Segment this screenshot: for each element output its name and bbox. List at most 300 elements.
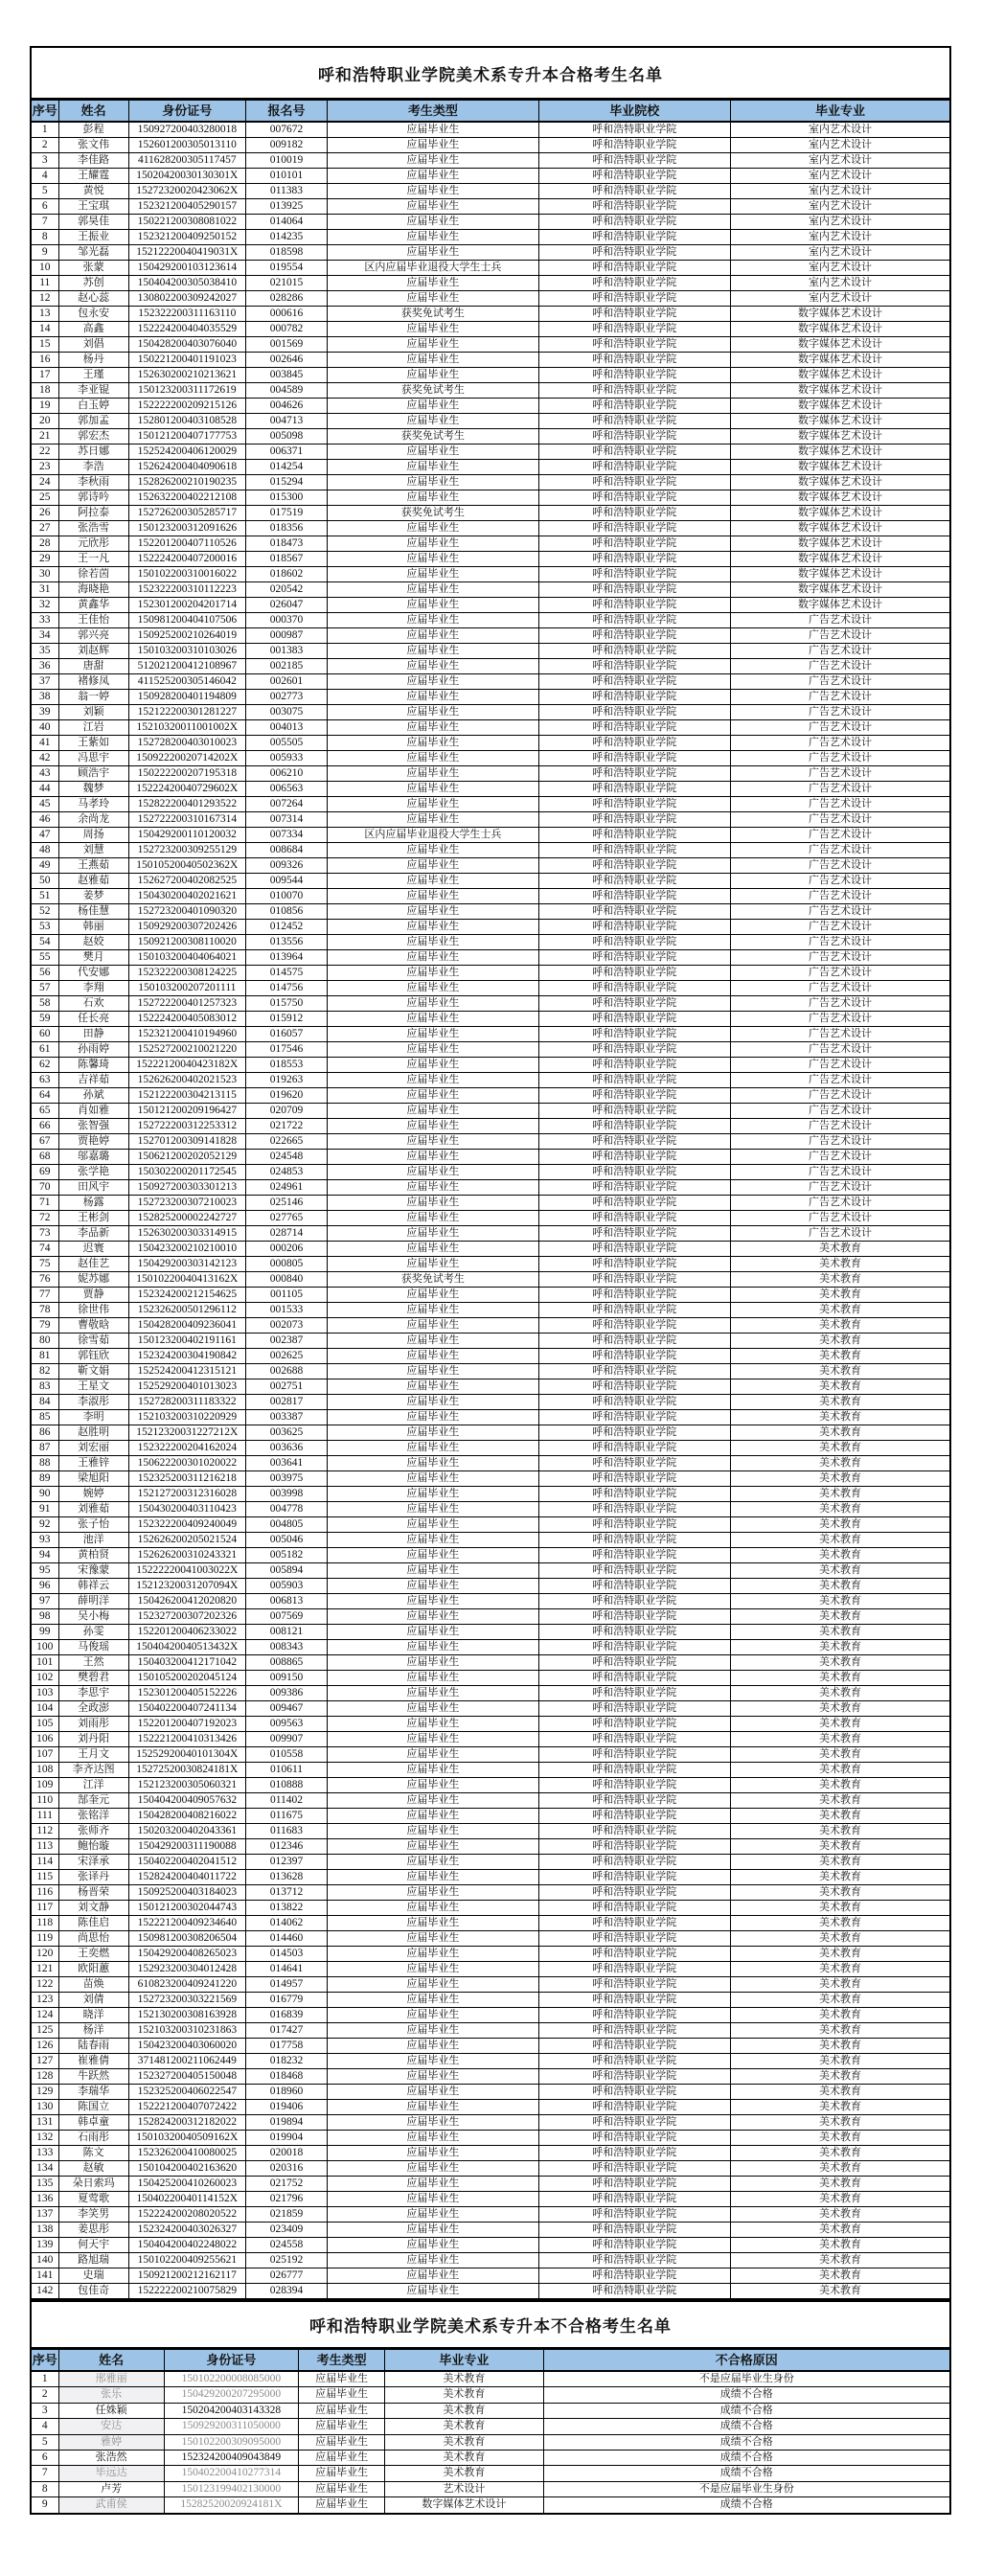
table-cell: 崔雅倩	[58, 2054, 128, 2069]
table-cell: 141	[31, 2268, 58, 2284]
table-cell: 美术教育	[730, 1778, 950, 1793]
table-cell: 138	[31, 2223, 58, 2238]
table-cell: 013822	[245, 1901, 327, 1916]
table-cell: 150104200402163620	[128, 2161, 245, 2177]
table-cell: 美术教育	[730, 2100, 950, 2115]
table-cell: 呼和浩特职业学院	[538, 1533, 730, 1548]
table-row	[31, 307, 950, 322]
table-cell: 应届毕业生	[328, 1885, 538, 1901]
table-cell: 152322200204162024	[128, 1441, 245, 1456]
table-cell: 呼和浩特职业学院	[538, 1855, 730, 1870]
table-cell: 005894	[245, 1563, 327, 1579]
table-row	[31, 2115, 950, 2131]
table-cell: 152327200307202326	[128, 1609, 245, 1625]
table-cell: 郭加孟	[58, 414, 128, 429]
table-row	[31, 536, 950, 552]
table-cell: 55	[31, 950, 58, 966]
table-cell: 呼和浩特职业学院	[538, 2023, 730, 2039]
table-cell: 冯思宇	[58, 751, 128, 766]
table-cell: 15222120040423182X	[128, 1058, 245, 1073]
table-row	[31, 2039, 950, 2054]
table-row	[31, 122, 950, 138]
table-row	[31, 1977, 950, 1993]
table-cell: 广告艺术设计	[730, 1088, 950, 1104]
table-cell: 李翔	[58, 981, 128, 996]
table-cell: 呼和浩特职业学院	[538, 1042, 730, 1058]
table-cell: 应届毕业生	[328, 1947, 538, 1962]
table-cell: 97	[31, 1594, 58, 1609]
table-row	[31, 445, 950, 460]
table-cell: 呼和浩特职业学院	[538, 2177, 730, 2192]
table-cell: 152524200412315121	[128, 1364, 245, 1379]
table-row	[31, 1640, 950, 1655]
table-cell: 应届毕业生	[328, 460, 538, 475]
table-cell: 3	[31, 153, 58, 169]
table-cell: 美术教育	[385, 2371, 543, 2387]
table-cell: 美术教育	[730, 1334, 950, 1349]
table-row	[31, 1165, 950, 1180]
table-row	[31, 2497, 950, 2514]
table-cell: 刘倩	[58, 1993, 128, 2008]
table-row	[31, 1073, 950, 1088]
table-cell: 017519	[245, 506, 327, 521]
table-cell: 应届毕业生	[328, 782, 538, 797]
table-cell: 150622200301020022	[128, 1456, 245, 1471]
table-cell: 027765	[245, 1211, 327, 1226]
table-cell: 呼和浩特职业学院	[538, 1150, 730, 1165]
table-cell: 152324200403026327	[128, 2223, 245, 2238]
table-cell: 137	[31, 2207, 58, 2223]
column-header: 考生类型	[328, 100, 538, 122]
table-cell: 呼和浩特职业学院	[538, 2085, 730, 2100]
column-header: 姓名	[58, 100, 128, 122]
table-cell: 应届毕业生	[328, 475, 538, 490]
table-cell: 152626200402021523	[128, 1073, 245, 1088]
table-cell: 021752	[245, 2177, 327, 2192]
table-cell: 广告艺术设计	[730, 1165, 950, 1180]
table-row	[31, 1594, 950, 1609]
table-cell: 李亚锟	[58, 383, 128, 399]
table-cell: 应届毕业生	[328, 1242, 538, 1257]
table-cell: 美术教育	[730, 1839, 950, 1855]
table-cell: 刘慧	[58, 843, 128, 858]
table-cell: 呼和浩特职业学院	[538, 2069, 730, 2085]
table-cell: 刘宏丽	[58, 1441, 128, 1456]
table-cell: 应届毕业生	[328, 1303, 538, 1318]
table-cell: 010888	[245, 1778, 327, 1793]
table-cell: 魏梦	[58, 782, 128, 797]
table-cell: 应届毕业生	[328, 981, 538, 996]
column-header: 报名号	[245, 100, 327, 122]
table-cell: 应届毕业生	[328, 1609, 538, 1625]
table-row	[31, 1471, 950, 1487]
table-cell: 应届毕业生	[328, 1579, 538, 1594]
table-cell: 76	[31, 1272, 58, 1288]
table-cell: 150403200412171042	[128, 1655, 245, 1671]
table-cell: 应届毕业生	[328, 1042, 538, 1058]
table-cell: 应届毕业生	[328, 674, 538, 690]
table-cell: 数字媒体艺术设计	[730, 598, 950, 613]
table-cell: 应届毕业生	[328, 1793, 538, 1809]
table-cell: 2	[31, 2387, 58, 2403]
table-cell: 应届毕业生	[328, 567, 538, 582]
table-cell: 广告艺术设计	[730, 1058, 950, 1073]
table-cell: 018553	[245, 1058, 327, 1073]
table-cell: 29	[31, 552, 58, 567]
table-cell: 徐雪茹	[58, 1334, 128, 1349]
table-cell: 112	[31, 1824, 58, 1839]
table-row	[31, 2161, 950, 2177]
table-row	[31, 2146, 950, 2161]
table-cell: 014503	[245, 1947, 327, 1962]
table-cell: 应届毕业生	[328, 705, 538, 720]
table-cell: 包佳奇	[58, 2284, 128, 2300]
table-cell: 徐若茵	[58, 567, 128, 582]
table-row	[31, 1042, 950, 1058]
table-cell: 010070	[245, 889, 327, 904]
table-cell: 010558	[245, 1747, 327, 1763]
table-cell: 152630200303314915	[128, 1226, 245, 1242]
qualified-candidates-table	[30, 99, 951, 2300]
table-cell: 呼和浩特职业学院	[538, 1349, 730, 1364]
table-cell: 应届毕业生	[328, 1732, 538, 1747]
table-cell: 002646	[245, 353, 327, 368]
table-cell: 呼和浩特职业学院	[538, 1211, 730, 1226]
table-row	[31, 935, 950, 950]
table-cell: 150921200308110020	[128, 935, 245, 950]
table-cell: 美术教育	[730, 2054, 950, 2069]
table-cell: 杨晋荣	[58, 1885, 128, 1901]
table-cell: 李秋雨	[58, 475, 128, 490]
table-cell: 美术教育	[730, 1349, 950, 1364]
table-cell: 任长亮	[58, 1012, 128, 1027]
table-cell: 区内应届毕业退役大学生士兵	[328, 828, 538, 843]
table-cell: 应届毕业生	[328, 1487, 538, 1502]
table-cell: 120	[31, 1947, 58, 1962]
table-cell: 014254	[245, 460, 327, 475]
table-cell: 152321200410194960	[128, 1027, 245, 1042]
table-row	[31, 1809, 950, 1824]
table-cell: 应届毕业生	[328, 1379, 538, 1395]
table-cell: 刘倡	[58, 337, 128, 353]
table-cell: 21	[31, 429, 58, 445]
table-cell: 应届毕业生	[328, 169, 538, 184]
table-cell: 018960	[245, 2085, 327, 2100]
table-cell: 应届毕业生	[299, 2419, 385, 2434]
table-cell: 152824200312182022	[128, 2115, 245, 2131]
table-cell: 17	[31, 368, 58, 383]
table-cell: 150103200310103026	[128, 644, 245, 659]
table-cell: 樊月	[58, 950, 128, 966]
table-cell: 赵雅茹	[58, 874, 128, 889]
table-cell: 呼和浩特职业学院	[538, 199, 730, 215]
table-row	[31, 1625, 950, 1640]
table-cell: 44	[31, 782, 58, 797]
table-cell: 150302200201172545	[128, 1165, 245, 1180]
table-cell: 002185	[245, 659, 327, 674]
table-row	[31, 322, 950, 337]
table-cell: 李齐达图	[58, 1763, 128, 1778]
table-cell: 呼和浩特职业学院	[538, 2100, 730, 2115]
table-cell: 应届毕业生	[328, 1134, 538, 1150]
table-cell: 应届毕业生	[328, 1625, 538, 1640]
table-row	[31, 981, 950, 996]
table-cell: 113	[31, 1839, 58, 1855]
table-cell: 152324200212154625	[128, 1288, 245, 1303]
table-cell: 美术教育	[730, 2023, 950, 2039]
table-cell: 美术教育	[730, 1379, 950, 1395]
table-cell: 115	[31, 1870, 58, 1885]
table-cell: 000840	[245, 1272, 327, 1288]
table-cell: 152224200405083012	[128, 1012, 245, 1027]
table-cell: 42	[31, 751, 58, 766]
table-cell: 000206	[245, 1242, 327, 1257]
table-row	[31, 812, 950, 828]
table-cell: 024853	[245, 1165, 327, 1180]
table-cell: 15010220040413162X	[128, 1272, 245, 1288]
table-cell: 呼和浩特职业学院	[538, 1471, 730, 1487]
table-cell: 150402200410277314	[164, 2466, 298, 2481]
table-cell: 116	[31, 1885, 58, 1901]
table-cell: 152626200205021524	[128, 1533, 245, 1548]
table-cell: 应届毕业生	[328, 2100, 538, 2115]
table-row	[31, 153, 950, 169]
table-cell: 15010520040502362X	[128, 858, 245, 874]
table-row	[31, 1257, 950, 1272]
table-cell: 002601	[245, 674, 327, 690]
table-cell: 韩丽	[58, 920, 128, 935]
table-cell: 152221200409234640	[128, 1916, 245, 1931]
table-cell: 呼和浩特职业学院	[538, 1717, 730, 1732]
table-cell: 呼和浩特职业学院	[538, 1073, 730, 1088]
table-row	[31, 1150, 950, 1165]
table-cell: 008684	[245, 843, 327, 858]
table-cell: 应届毕业生	[328, 2054, 538, 2069]
table-cell: 呼和浩特职业学院	[538, 1456, 730, 1471]
table-cell: 武甫侯	[58, 2497, 164, 2514]
table-cell: 呼和浩特职业学院	[538, 475, 730, 490]
table-cell: 美术教育	[730, 2115, 950, 2131]
table-cell: 018473	[245, 536, 327, 552]
table-cell: 应届毕业生	[328, 1150, 538, 1165]
table-cell: 应届毕业生	[328, 291, 538, 307]
table-row	[31, 950, 950, 966]
table-cell: 美术教育	[730, 1855, 950, 1870]
table-cell: 成绩不合格	[543, 2419, 950, 2434]
table-cell: 呼和浩特职业学院	[538, 1318, 730, 1334]
table-cell: 18	[31, 383, 58, 399]
table-cell: 34	[31, 628, 58, 644]
table-row	[31, 1533, 950, 1548]
table-cell: 026777	[245, 2268, 327, 2284]
table-row	[31, 1303, 950, 1318]
table-cell: 王月文	[58, 1747, 128, 1763]
table-row	[31, 276, 950, 291]
table-cell: 024548	[245, 1150, 327, 1165]
table-cell: 成绩不合格	[543, 2403, 950, 2418]
table-cell: 美术教育	[385, 2419, 543, 2434]
table-cell: 应届毕业生	[328, 889, 538, 904]
table-cell: 陈国立	[58, 2100, 128, 2115]
table-cell: 张译丹	[58, 1870, 128, 1885]
table-cell: 广告艺术设计	[730, 720, 950, 736]
table-cell: 应届毕业生	[299, 2371, 385, 2387]
table-cell: 025146	[245, 1196, 327, 1211]
table-cell: 邢雅丽	[58, 2371, 164, 2387]
table-row	[31, 628, 950, 644]
table-cell: 雅婷	[58, 2434, 164, 2450]
table-row	[31, 1211, 950, 1226]
table-cell: 唐甜	[58, 659, 128, 674]
table-cell: 000370	[245, 613, 327, 628]
table-cell: 应届毕业生	[328, 1563, 538, 1579]
table-cell: 015912	[245, 1012, 327, 1027]
table-cell: 应届毕业生	[328, 1088, 538, 1104]
table-cell: 应届毕业生	[328, 690, 538, 705]
table-cell: 美术教育	[730, 1763, 950, 1778]
table-row	[31, 1793, 950, 1809]
table-cell: 美术教育	[730, 1916, 950, 1931]
table-cell: 47	[31, 828, 58, 843]
table-cell: 广告艺术设计	[730, 782, 950, 797]
table-cell: 应届毕业生	[328, 2023, 538, 2039]
table-cell: 周扬	[58, 828, 128, 843]
table-cell: 刘丹阳	[58, 1732, 128, 1747]
table-cell: 数字媒体艺术设计	[730, 490, 950, 506]
table-cell: 应届毕业生	[328, 1778, 538, 1793]
table-cell: 美术教育	[730, 1594, 950, 1609]
table-cell: 007672	[245, 122, 327, 138]
table-cell: 129	[31, 2085, 58, 2100]
table-cell: 152327200405150048	[128, 2069, 245, 2085]
table-cell: 68	[31, 1150, 58, 1165]
table-cell: 呼和浩特职业学院	[538, 169, 730, 184]
table-cell: 王一凡	[58, 552, 128, 567]
table-cell: 80	[31, 1334, 58, 1349]
table-row	[31, 1962, 950, 1977]
table-cell: 33	[31, 613, 58, 628]
table-cell: 广告艺术设计	[730, 996, 950, 1012]
table-cell: 74	[31, 1242, 58, 1257]
table-cell: 广告艺术设计	[730, 920, 950, 935]
table-cell: 43	[31, 766, 58, 782]
table-cell: 呼和浩特职业学院	[538, 1839, 730, 1855]
table-cell: 美术教育	[730, 2131, 950, 2146]
table-cell: 夏莺歌	[58, 2192, 128, 2207]
table-cell: 呼和浩特职业学院	[538, 966, 730, 981]
table-cell: 呼和浩特职业学院	[538, 1732, 730, 1747]
table-cell: 3	[31, 2403, 58, 2418]
table-cell: 152527200210021220	[128, 1042, 245, 1058]
table-cell: 000616	[245, 307, 327, 322]
table-cell: 15010320040509162X	[128, 2131, 245, 2146]
table-cell: 150123199402130000	[164, 2481, 298, 2496]
table-cell: 呼和浩特职业学院	[538, 2146, 730, 2161]
table-cell: 翁一婷	[58, 690, 128, 705]
table-cell: 004713	[245, 414, 327, 429]
table-cell: 011402	[245, 1793, 327, 1809]
table-cell: 石欢	[58, 996, 128, 1012]
table-row	[31, 1901, 950, 1916]
table-row	[31, 199, 950, 215]
table-cell: 152626200310243321	[128, 1548, 245, 1563]
table-cell: 021722	[245, 1119, 327, 1134]
table-cell: 019904	[245, 2131, 327, 2146]
table-cell: 应届毕业生	[299, 2481, 385, 2496]
table-cell: 邹光磊	[58, 245, 128, 261]
table-cell: 016779	[245, 1993, 327, 2008]
table-cell: 000987	[245, 628, 327, 644]
table-cell: 150204200403143328	[164, 2403, 298, 2418]
table-cell: 室内艺术设计	[730, 261, 950, 276]
table-cell: 呼和浩特职业学院	[538, 889, 730, 904]
table-cell: 广告艺术设计	[730, 613, 950, 628]
column-header: 身份证号	[164, 2349, 298, 2371]
table-cell: 应届毕业生	[328, 552, 538, 567]
table-row	[31, 1824, 950, 1839]
table-cell: 呼和浩特职业学院	[538, 2161, 730, 2177]
table-cell: 003641	[245, 1456, 327, 1471]
table-cell: 广告艺术设计	[730, 1042, 950, 1058]
table-cell: 数字媒体艺术设计	[730, 445, 950, 460]
table-cell: 应届毕业生	[328, 1916, 538, 1931]
table-cell: 应届毕业生	[299, 2434, 385, 2450]
table-cell: 呼和浩特职业学院	[538, 1272, 730, 1288]
table-cell: 96	[31, 1579, 58, 1594]
table-cell: 美术教育	[730, 1425, 950, 1441]
table-cell: 005046	[245, 1533, 327, 1548]
table-cell: 15020420030130301X	[128, 169, 245, 184]
table-row	[31, 2268, 950, 2284]
table-row	[31, 138, 950, 153]
table-cell: 152701200309141828	[128, 1134, 245, 1150]
table-row	[31, 490, 950, 506]
table-cell: 26	[31, 506, 58, 521]
table-cell: 152221200410313426	[128, 1732, 245, 1747]
table-cell: 应届毕业生	[328, 490, 538, 506]
table-cell: 成绩不合格	[543, 2497, 950, 2514]
table-cell: 63	[31, 1073, 58, 1088]
table-cell: 陈文	[58, 2146, 128, 2161]
table-row	[31, 2069, 950, 2085]
column-header: 毕业院校	[538, 100, 730, 122]
table-cell: 015300	[245, 490, 327, 506]
table-cell: 003636	[245, 1441, 327, 1456]
table-row	[31, 353, 950, 368]
table-row	[31, 889, 950, 904]
table-cell: 011383	[245, 184, 327, 199]
table-cell: 呼和浩特职业学院	[538, 414, 730, 429]
table-row	[31, 1732, 950, 1747]
table-cell: 呼和浩特职业学院	[538, 399, 730, 414]
table-cell: 刘雨彤	[58, 1717, 128, 1732]
table-cell: 77	[31, 1288, 58, 1303]
table-cell: 呼和浩特职业学院	[538, 184, 730, 199]
table-cell: 美术教育	[385, 2451, 543, 2466]
table-cell: 应届毕业生	[328, 2069, 538, 2085]
table-cell: 004013	[245, 720, 327, 736]
table-cell: 应届毕业生	[328, 245, 538, 261]
table-cell: 62	[31, 1058, 58, 1073]
table-cell: 028714	[245, 1226, 327, 1242]
table-cell: 广告艺术设计	[730, 628, 950, 644]
table-cell: 美术教育	[730, 1609, 950, 1625]
table-cell: 70	[31, 1180, 58, 1196]
table-cell: 应届毕业生	[328, 337, 538, 353]
table-cell: 152524200406120029	[128, 445, 245, 460]
table-row	[31, 1395, 950, 1410]
table-cell: 美术教育	[730, 1793, 950, 1809]
